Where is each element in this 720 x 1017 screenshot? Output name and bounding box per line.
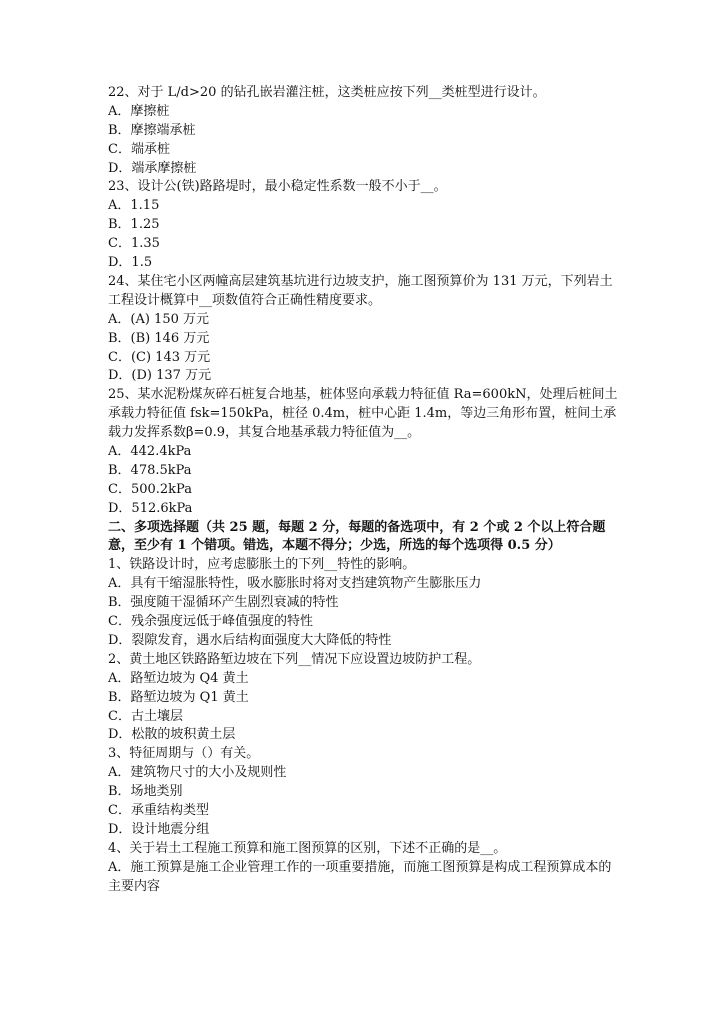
answer-option: D．512.6kPa [108, 500, 193, 516]
question-stem: 1、铁路设计时，应考虑膨胀土的下列__特性的影响。 [108, 557, 416, 573]
answer-option: A．442.4kPa [108, 444, 192, 459]
answer-option: C．承重结构类型 [108, 802, 209, 818]
answer-option: D．设计地震分组 [108, 821, 210, 837]
answer-option: A．(A) 150 万元 [108, 311, 209, 327]
answer-option: C．500.2kPa [108, 481, 192, 497]
answer-option: B．摩擦端承桩 [108, 122, 196, 138]
question-stem: 22、对于 L/d>20 的钻孔嵌岩灌注桩，这类桩应按下列__类桩型进行设计。 [108, 85, 546, 100]
question-stem: 2、黄土地区铁路路堑边坡在下列__情况下应设置边坡防护工程。 [108, 651, 481, 667]
question-stem: 4、关于岩土工程施工预算和施工图预算的区别，下述不正确的是__。 [108, 840, 507, 856]
answer-option: C．端承桩 [108, 141, 170, 157]
question-stem: 3、特征周期与（）有关。 [108, 746, 260, 762]
answer-option: C．(C) 143 万元 [108, 349, 211, 365]
answer-option: B．场地类别 [108, 784, 183, 800]
answer-option: A．路堑边坡为 Q4 黄土 [108, 670, 249, 686]
answer-option: A．摩擦桩 [108, 103, 170, 119]
answer-option: D．(D) 137 万元 [108, 368, 212, 384]
answer-option: B．478.5kPa [108, 462, 192, 478]
answer-option: D．端承摩擦桩 [108, 160, 197, 176]
answer-option: B．强度随干湿循环产生剧烈衰减的特性 [108, 595, 339, 611]
answer-option: A．具有干缩湿胀特性，吸水膨胀时将对支挡建筑物产生膨胀压力 [108, 576, 482, 592]
answer-option: A．1.15 [108, 198, 160, 214]
answer-option: D．1.5 [108, 255, 153, 271]
answer-option: D．松散的坡积黄土层 [108, 727, 236, 743]
answer-option: A．建筑物尺寸的大小及规则性 [108, 765, 287, 781]
answer-option: C．1.35 [108, 236, 160, 252]
question-stem: 23、设计公(铁)路路堤时，最小稳定性系数一般不小于__。 [108, 179, 447, 195]
answer-option: D．裂隙发育，遇水后结构面强度大大降低的特性 [108, 632, 392, 648]
answer-option: B．(B) 146 万元 [108, 330, 210, 346]
answer-option: B．路堑边坡为 Q1 黄土 [108, 689, 249, 705]
answer-option: B．1.25 [108, 217, 160, 233]
answer-option: A．施工预算是施工企业管理工作的一项重要措施，而施工图预算是构成工程预算成本的主要内容 [108, 859, 612, 894]
answer-option: C．残余强度远低于峰值强度的特性 [108, 614, 313, 630]
question-stem: 25、某水泥粉煤灰碎石桩复合地基，桩体竖向承载力特征值 Ra=600kN，处理后桩间土承载力特征值 fsk=150kPa，桩径 0.4m，桩中心距 1.4m，等边三角形布置，桩间土承载力发挥系数β=0.9，其复合地基承载力特征值为__。 [108, 387, 618, 441]
answer-option: C．古土壤层 [108, 708, 183, 724]
section-heading: 二、多项选择题（共 25 题，每题 2 分，每题的备选项中，有 2 个或 2 个以上符合题意，至少有 1 个错项。错选，本题不得分；少选，所选的每个选项得 0.5 分） [108, 519, 606, 554]
question-stem: 24、某住宅小区两幢高层建筑基坑进行边坡支护，施工图预算价为 131 万元，下列岩土工程设计概算中__项数值符合正确性精度要求。 [108, 273, 613, 308]
